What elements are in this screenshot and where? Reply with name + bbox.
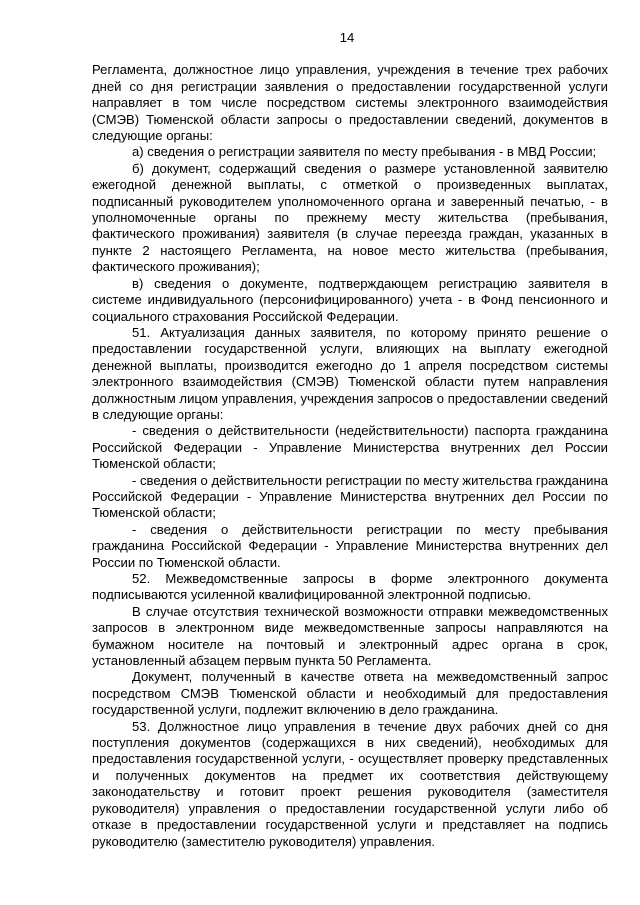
paragraph: - сведения о действительности регистрации по месту жительства гражданина Российской Федерации - Управление Министерства внутренних дел России по Тюменской области; — [92, 472, 608, 521]
paragraph: б) документ, содержащий сведения о размере установленной заявителю ежегодной денежной выплаты, с отметкой о произведенных выплатах, подписанный руководителем уполномоченного органа и заверенный печатью, - в уполномоченные органы по прежнему месту жительства (пребывания, фактического проживания) заявителя (в случае переезда граждан, указанных в пункте 2 настоящего Регламента, на новое место жительства (пребывания, фактического проживания); — [92, 160, 608, 275]
paragraph: - сведения о действительности (недействительности) паспорта гражданина Российской Федерации - Управление Министерства внутренних дел России Тюменской области; — [92, 423, 608, 472]
paragraph: - сведения о действительности регистрации по месту пребывания гражданина Российской Федерации - Управление Министерства внутренних дел России по Тюменской области. — [92, 521, 608, 570]
paragraph: Регламента, должностное лицо управления, учреждения в течение трех рабочих дней со дня регистрации заявления о предоставлении государственной услуги направляет в том числе посредством системы электронного взаимодействия (СМЭВ) Тюменской области запросы о предоставлении сведений, документов в следующие органы: — [92, 62, 608, 144]
paragraph: 51. Актуализация данных заявителя, по которому принято решение о предоставлении государственной услуги, влияющих на выплату ежегодной денежной выплаты, производится ежегодно до 1 апреля посредством системы электронного взаимодействия (СМЭВ) Тюменской области путем направления должностным лицом управления, учреждения запросов о предоставлении сведений в следующие органы: — [92, 324, 608, 422]
paragraph: В случае отсутствия технической возможности отправки межведомственных запросов в электронном виде межведомственные запросы направляются на бумажном носителе на почтовый и электронный адрес органа в срок, установленный абзацем первым пункта 50 Регламента. — [92, 603, 608, 669]
paragraph: Документ, полученный в качестве ответа на межведомственный запрос посредством СМЭВ Тюменской области и необходимый для предоставления государственной услуги, подлежит включению в дело гражданина. — [92, 669, 608, 718]
document-body — [92, 62, 608, 850]
paragraph: 53. Должностное лицо управления в течение двух рабочих дней со дня поступления документов (содержащихся в них сведений), необходимых для предоставления государственной услуги, - осуществляет проверку представленных и полученных документов на предмет их соответствия действующему законодательству и готовит проект решения руководителя (заместителя руководителя) управления о предоставлении государственной услуги либо об отказе в предоставлении государственной услуги и представляет на подпись руководителю (заместителю руководителя) управления. — [92, 718, 608, 849]
paragraph: а) сведения о регистрации заявителя по месту пребывания - в МВД России; — [132, 144, 597, 160]
page-number: 14 — [339, 30, 355, 45]
paragraph: 52. Межведомственные запросы в форме электронного документа подписываются усиленной квалифицированной электронной подписью. — [92, 571, 608, 603]
paragraph: в) сведения о документе, подтверждающем регистрацию заявителя в системе индивидуального (персонифицированного) учета - в Фонд пенсионного и социального страхования Российской Федерации. — [92, 275, 608, 324]
